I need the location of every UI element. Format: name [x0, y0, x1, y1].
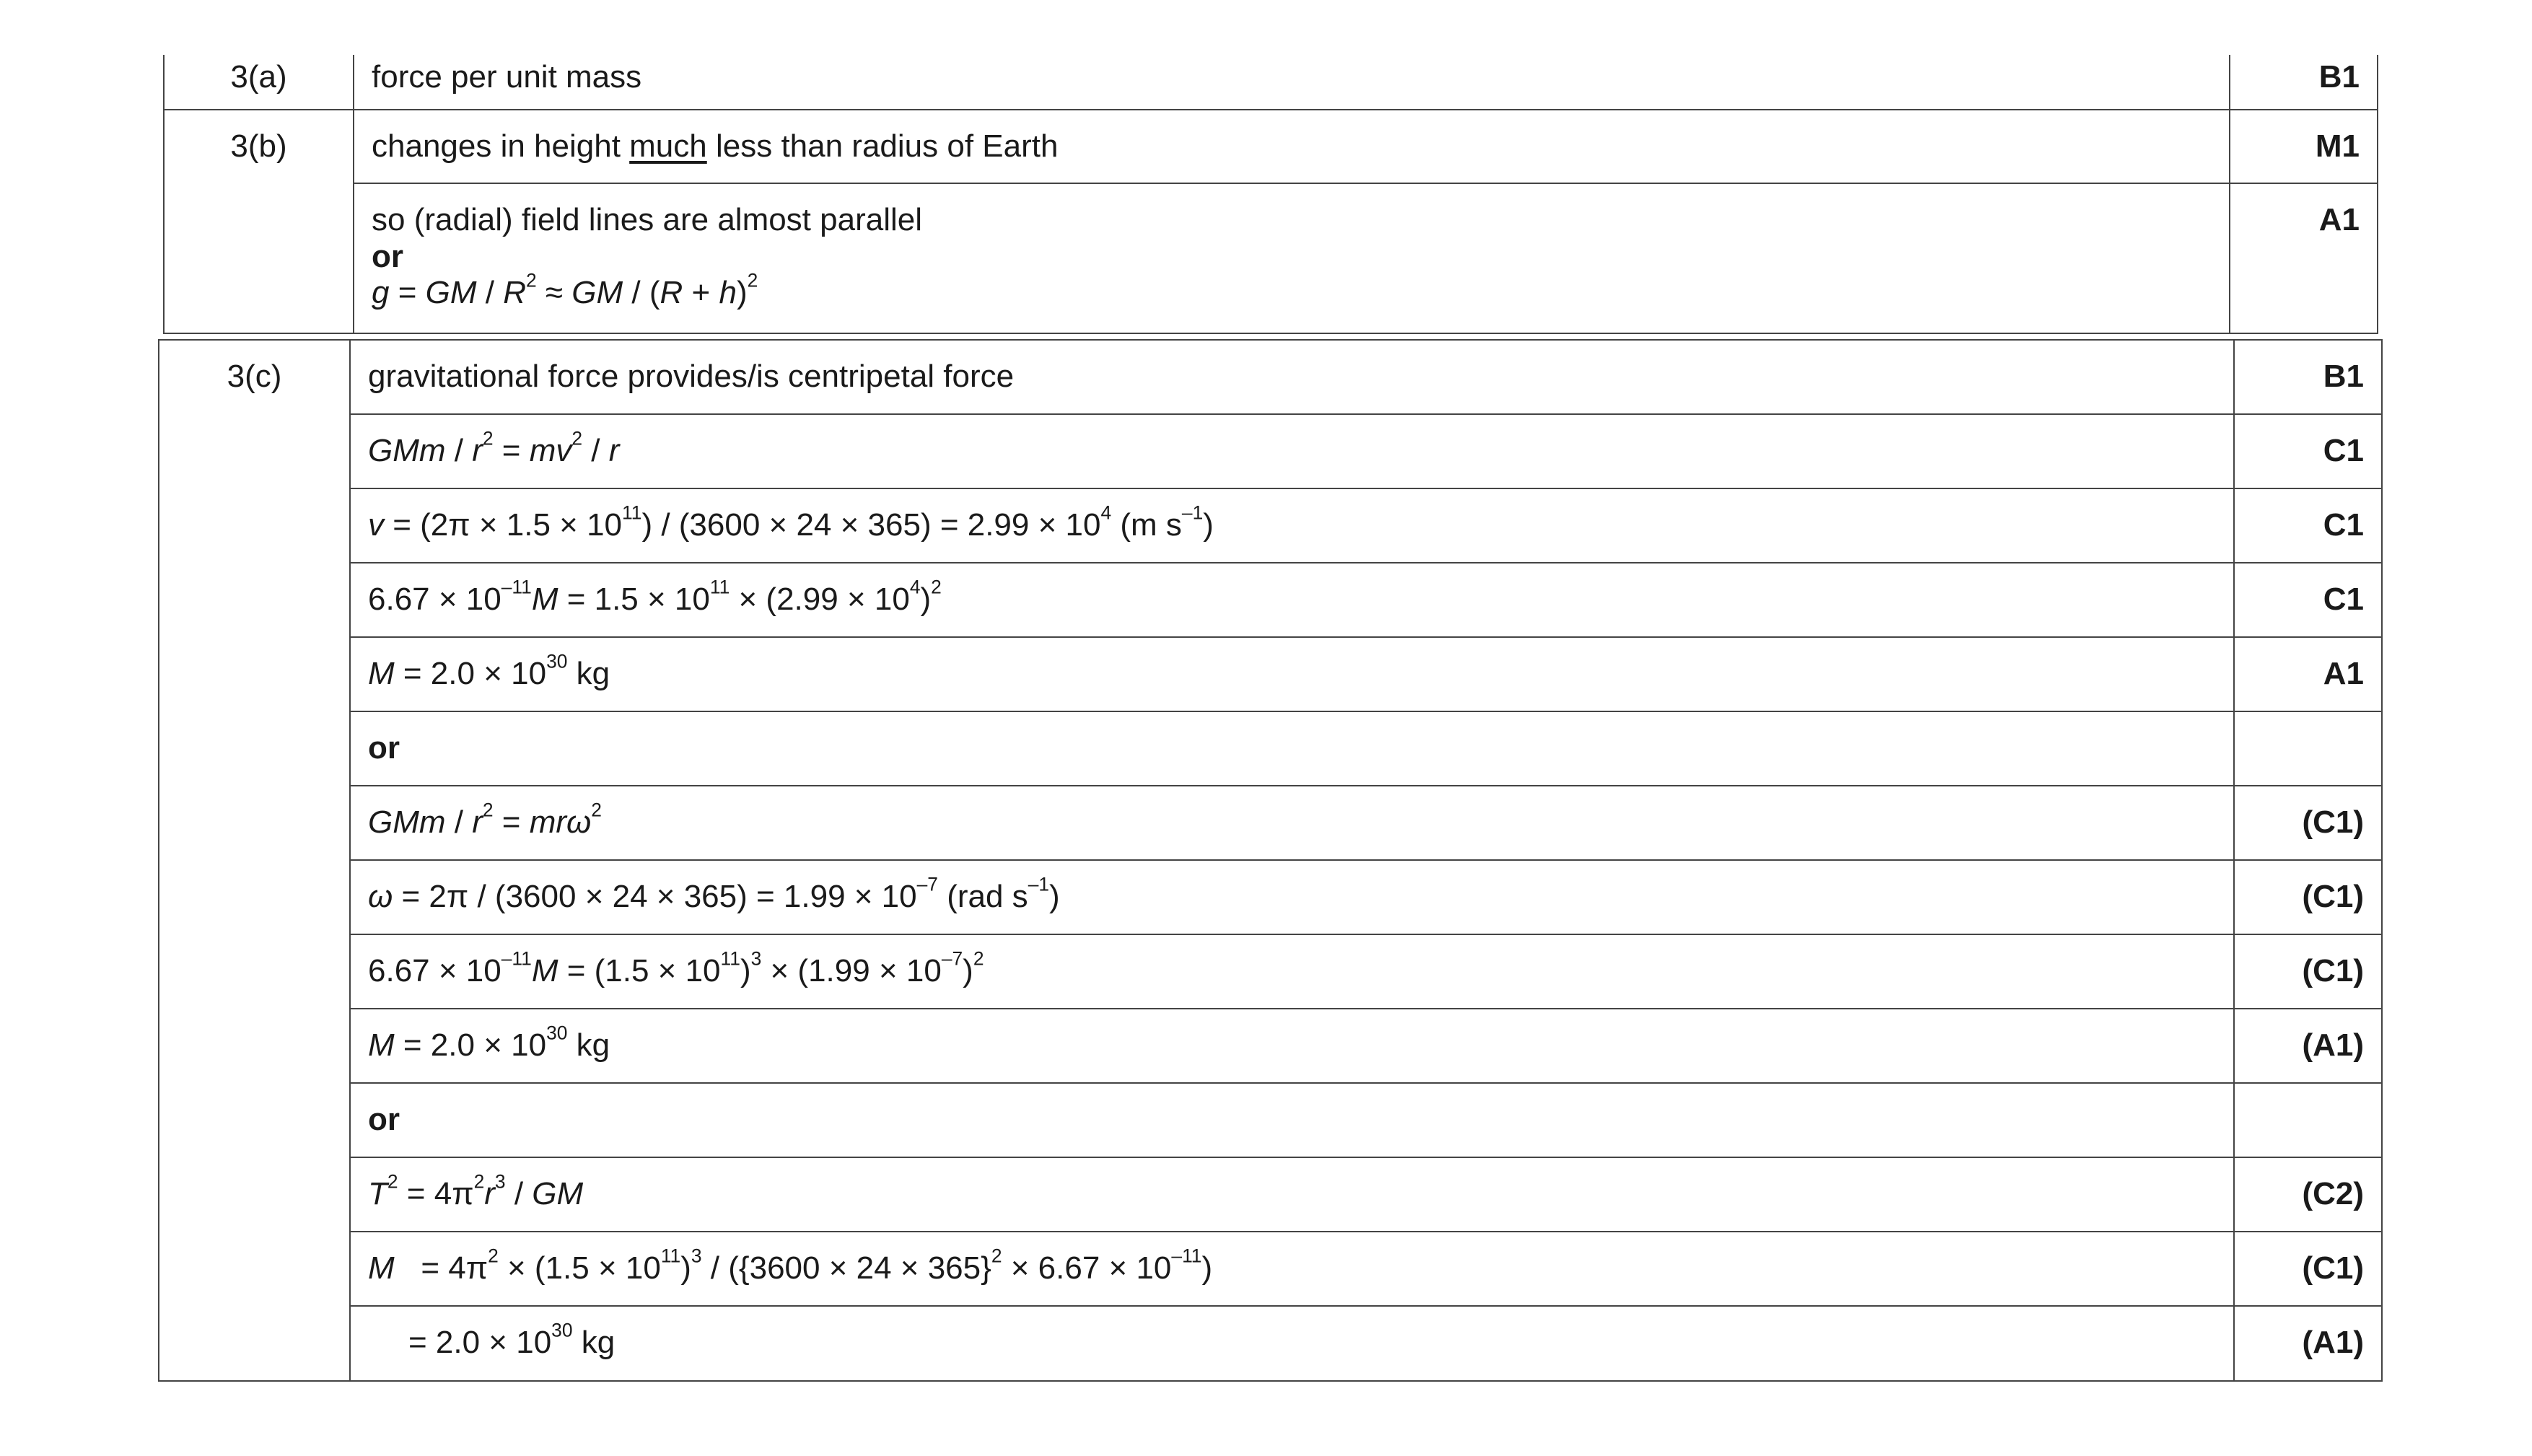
table-row	[159, 1306, 2382, 1381]
underlined-word: much	[629, 128, 707, 164]
mark-code: (C1)	[2234, 934, 2382, 1009]
question-number: 3(c)	[159, 340, 350, 1381]
or-label: or	[372, 238, 403, 274]
mark-code: M1	[2230, 110, 2378, 183]
mark-code: A1	[2230, 183, 2378, 333]
table-row	[159, 711, 2382, 786]
mark-code: (C1)	[2234, 1232, 2382, 1306]
mark-code: (A1)	[2234, 1009, 2382, 1083]
mark-code: C1	[2234, 414, 2382, 488]
table-row	[159, 340, 2382, 414]
equation: GMm / $r^2 = mv^2 / r$	[350, 414, 2234, 488]
mark-code	[2234, 1083, 2382, 1157]
question-number: 3(a)	[164, 55, 354, 110]
equation: $6.67 \times 10^{-11}M = (1.5 \times 10^{11})^3 \times (1.99 \times 10^{-7})^2$	[350, 934, 2234, 1009]
table-row	[159, 1157, 2382, 1232]
table-row	[159, 1009, 2382, 1083]
mark-code: A1	[2234, 637, 2382, 711]
mark-code: B1	[2234, 340, 2382, 414]
equation: $6.67 \times 10^{-11}M = 1.5 \times 10^{11} \times (2.99 \times 10^4)^2$	[350, 563, 2234, 637]
question-number: 3(b)	[164, 110, 354, 333]
equation: $v = (2\pi \times 1.5 \times 10^{11}) / (3600 \times 24 \times 365) = 2.99 \times 10^4$ (m $s^{-1}$)	[350, 488, 2234, 563]
table-row	[159, 637, 2382, 711]
table-row	[164, 183, 2378, 333]
table-row	[159, 563, 2382, 637]
equation: g = GM / $R^2$ ≈ GM / $(R + h)^2$	[372, 269, 758, 311]
equation: $\omega = 2\pi / (3600 \times 24 \times 365) = 1.99 \times 10^{-7}$ (rad $s^{-1}$)	[350, 860, 2234, 934]
mark-code: C1	[2234, 488, 2382, 563]
table-row	[159, 1232, 2382, 1306]
or-label: or	[350, 711, 2234, 786]
answer-text: so (radial) field lines are almost parallel or g = GM / $R^2$ ≈ GM / $(R + h)^2$	[354, 183, 2230, 333]
equation: $T^2 = 4\pi^2r^3$ / GM	[350, 1157, 2234, 1232]
table-row	[164, 55, 2378, 110]
mark-code	[2234, 711, 2382, 786]
equation: GMm / $r^2 = mr\omega^2$	[350, 786, 2234, 860]
equation: = $2.0 \times 10^{30}$ kg	[350, 1306, 2234, 1381]
mark-code: C1	[2234, 563, 2382, 637]
equation: $M = 2.0 \times 10^{30}$ kg	[350, 637, 2234, 711]
table-row	[159, 414, 2382, 488]
answer-text: force per unit mass	[354, 55, 2230, 110]
table-row	[159, 860, 2382, 934]
table-row	[159, 786, 2382, 860]
or-label: or	[350, 1083, 2234, 1157]
answer-text: gravitational force provides/is centripetal force	[350, 340, 2234, 414]
table-row	[164, 110, 2378, 183]
mark-code: (A1)	[2234, 1306, 2382, 1381]
equation: $M = 2.0 \times 10^{30}$ kg	[350, 1009, 2234, 1083]
mark-code: (C1)	[2234, 860, 2382, 934]
mark-code: (C2)	[2234, 1157, 2382, 1232]
table-row	[159, 1083, 2382, 1157]
mark-scheme-table-part-c	[158, 339, 2383, 1382]
table-row	[159, 488, 2382, 563]
mark-code: (C1)	[2234, 786, 2382, 860]
mark-scheme-table-part-ab	[163, 55, 2378, 334]
mark-code: B1	[2230, 55, 2378, 110]
table-row	[159, 934, 2382, 1009]
equation: $M = 4\pi^2 \times (1.5 \times 10^{11})^3 / (\{3600 \times 24 \times 365\}^2 \times 6.67 \times 10^{-11})$	[350, 1232, 2234, 1306]
answer-text: changes in height much less than radius of Earth	[354, 110, 2230, 183]
